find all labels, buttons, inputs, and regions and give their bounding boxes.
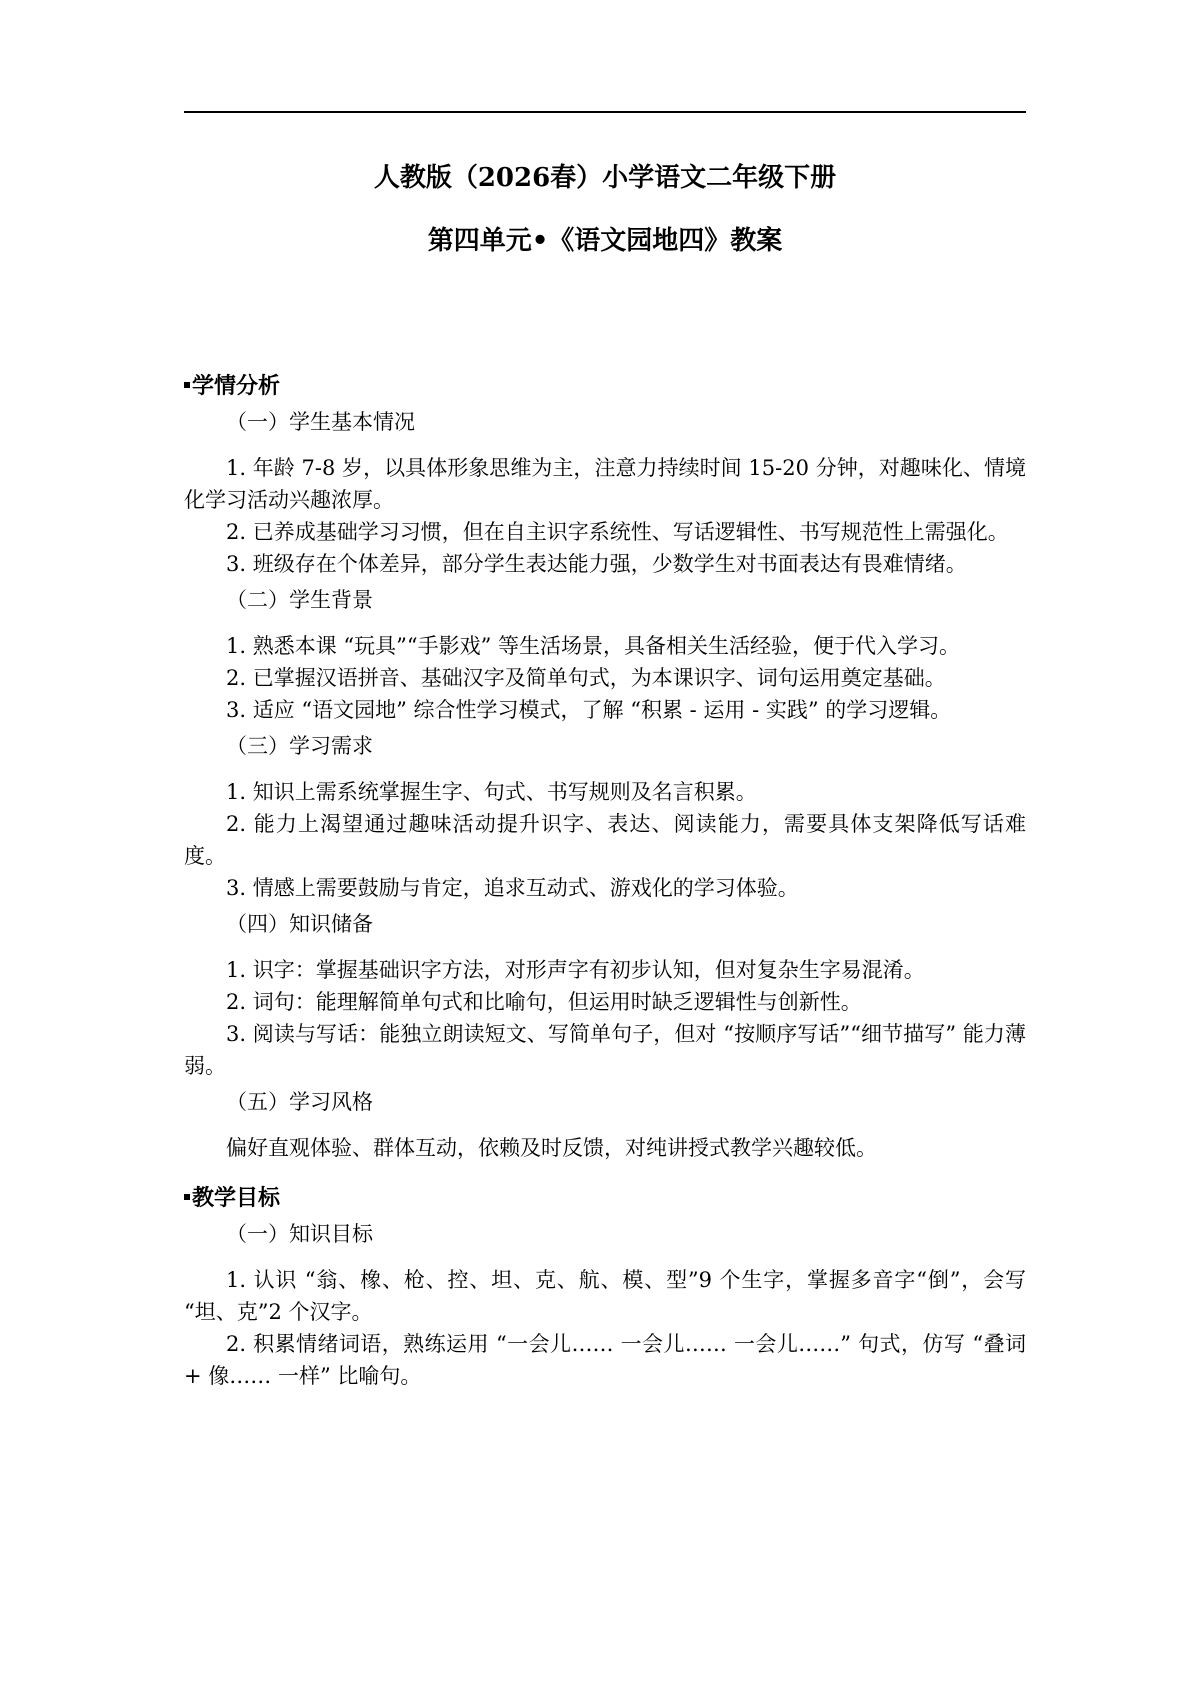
- paragraph: 1. 识字：掌握基础识字方法，对形声字有初步认知，但对复杂生字易混淆。: [226, 958, 925, 982]
- paragraph: 2. 积累情绪词语，熟练运用 “一会儿…… 一会儿…… 一会儿……” 句式，仿写 “叠词 + 像…… 一样” 比喻句。: [184, 1332, 1026, 1388]
- section-gap: [184, 1164, 1026, 1182]
- paragraph: 1. 年龄 7-8 岁，以具体形象思维为主，注意力持续时间 15-20 分钟，对趣味化、情境化学习活动兴趣浓厚。: [184, 456, 1026, 512]
- paragraph: 3. 班级存在个体差异，部分学生表达能力强，少数学生对书面表达有畏难情绪。: [226, 552, 967, 576]
- paragraph: 2. 能力上渴望通过趣味活动提升识字、表达、阅读能力，需要具体支架降低写话难度。: [184, 812, 1026, 868]
- subsection-heading: （二）学生背景: [226, 588, 373, 612]
- subsection-heading: （一）学生基本情况: [226, 410, 415, 434]
- paragraph: 1. 认识 “翁、橡、枪、控、坦、克、航、模、型”9 个生字，掌握多音字“倒”，会写 “坦、克”2 个汉字。: [184, 1268, 1026, 1324]
- paragraph: 1. 知识上需系统掌握生字、句式、书写规则及名言积累。: [226, 780, 757, 804]
- paragraph: 2. 已掌握汉语拼音、基础汉字及简单句式，为本课识字、词句运用奠定基础。: [226, 666, 946, 690]
- subsection-heading: （四）知识储备: [226, 912, 373, 936]
- paragraph: 2. 已养成基础学习习惯，但在自主识字系统性、写话逻辑性、书写规范性上需强化。: [226, 520, 1009, 544]
- paragraph: 1. 熟悉本课 “玩具”“手影戏” 等生活场景，具备相关生活经验，便于代入学习。: [226, 634, 961, 658]
- square-bullet-icon: [184, 1194, 190, 1200]
- document-body: [184, 370, 1026, 1392]
- paragraph: 2. 词句：能理解简单句式和比喻句，但运用时缺乏逻辑性与创新性。: [226, 990, 862, 1014]
- paragraph: 偏好直观体验、群体互动，依赖及时反馈，对纯讲授式教学兴趣较低。: [226, 1136, 877, 1160]
- paragraph: 3. 阅读与写话：能独立朗读短文、写简单句子，但对 “按顺序写话”“细节描写” 能力薄弱。: [184, 1022, 1026, 1078]
- subsection-heading: （一）知识目标: [226, 1222, 373, 1246]
- subsection-heading: （三）学习需求: [226, 734, 373, 758]
- document-title: 人教版（2026春）小学语文二年级下册: [373, 163, 837, 193]
- section-heading-analysis: 学情分析: [184, 370, 1026, 402]
- document-subtitle: 第四单元•《语文园地四》教案: [427, 226, 783, 256]
- subsection-heading: （五）学习风格: [226, 1090, 373, 1114]
- header-rule: [184, 111, 1026, 113]
- section-heading-goals: 教学目标: [184, 1182, 1026, 1214]
- paragraph: 3. 情感上需要鼓励与肯定，追求互动式、游戏化的学习体验。: [226, 876, 799, 900]
- square-bullet-icon: [184, 382, 190, 388]
- paragraph: 3. 适应 “语文园地” 综合性学习模式，了解 “积累 - 运用 - 实践” 的学习逻辑。: [226, 698, 952, 722]
